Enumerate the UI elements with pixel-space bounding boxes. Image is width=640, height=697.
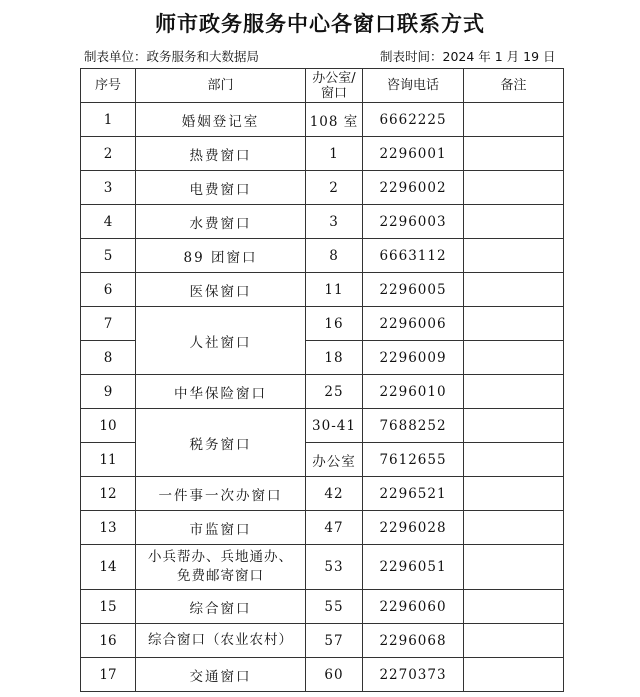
cell-room: 30-41 [306, 409, 363, 443]
table-row [81, 658, 564, 692]
cell-note [464, 205, 564, 239]
cell-room: 60 [306, 658, 363, 692]
cell-phone: 6662225 [363, 103, 464, 137]
table-row [81, 477, 564, 511]
table-row [81, 511, 564, 545]
cell-note [464, 103, 564, 137]
cell-note [464, 239, 564, 273]
cell-note [464, 307, 564, 341]
cell-no: 2 [81, 137, 136, 171]
cell-no: 9 [81, 375, 136, 409]
cell-phone: 2296002 [363, 171, 464, 205]
cell-note [464, 375, 564, 409]
cell-room: 108 室 [306, 103, 363, 137]
cell-note [464, 273, 564, 307]
cell-phone: 2296060 [363, 590, 464, 624]
cell-dept: 电费窗口 [136, 171, 306, 205]
cell-note [464, 658, 564, 692]
cell-no: 7 [81, 307, 136, 341]
cell-note [464, 341, 564, 375]
cell-dept: 热费窗口 [136, 137, 306, 171]
cell-note [464, 511, 564, 545]
header-note: 备注 [464, 69, 564, 103]
cell-dept: 综合窗口（农业农村） [136, 624, 306, 658]
cell-phone: 2296001 [363, 137, 464, 171]
cell-note [464, 171, 564, 205]
header-room [306, 69, 363, 103]
cell-phone: 2296051 [363, 545, 464, 590]
cell-no: 10 [81, 409, 136, 443]
cell-no: 17 [81, 658, 136, 692]
cell-note [464, 477, 564, 511]
page-title: 师市政务服务中心各窗口联系方式 [155, 12, 485, 36]
cell-dept: 综合窗口 [136, 590, 306, 624]
contact-table [80, 68, 564, 692]
cell-dept: 税务窗口 [136, 409, 306, 477]
cell-room: 55 [306, 590, 363, 624]
cell-no: 12 [81, 477, 136, 511]
cell-room: 47 [306, 511, 363, 545]
cell-no: 4 [81, 205, 136, 239]
table-row [81, 545, 564, 590]
cell-room: 16 [306, 307, 363, 341]
table-row [81, 205, 564, 239]
table-row [81, 103, 564, 137]
table-row [81, 375, 564, 409]
cell-note [464, 590, 564, 624]
cell-phone: 2296006 [363, 307, 464, 341]
header-dept: 部门 [136, 69, 306, 103]
cell-note [464, 443, 564, 477]
table-row [81, 590, 564, 624]
cell-no: 11 [81, 443, 136, 477]
cell-phone: 2296005 [363, 273, 464, 307]
cell-room: 57 [306, 624, 363, 658]
cell-room: 25 [306, 375, 363, 409]
cell-dept: 中华保险窗口 [136, 375, 306, 409]
cell-dept: 婚姻登记室 [136, 103, 306, 137]
cell-room: 11 [306, 273, 363, 307]
cell-dept-line2: 免费邮寄窗口 [177, 568, 264, 584]
table-row [81, 239, 564, 273]
header-no: 序号 [81, 69, 136, 103]
table-row [81, 137, 564, 171]
cell-room: 3 [306, 205, 363, 239]
cell-no: 14 [81, 545, 136, 590]
cell-phone: 2270373 [363, 658, 464, 692]
cell-room: 53 [306, 545, 363, 590]
cell-dept-line1: 小兵帮办、兵地通办、 [148, 549, 293, 565]
table-header-row [81, 69, 564, 103]
cell-no: 13 [81, 511, 136, 545]
cell-no: 15 [81, 590, 136, 624]
cell-no: 16 [81, 624, 136, 658]
cell-dept: 人社窗口 [136, 307, 306, 375]
cell-no: 3 [81, 171, 136, 205]
header-room-line2: 窗口 [320, 85, 347, 101]
cell-phone: 2296068 [363, 624, 464, 658]
cell-dept: 市监窗口 [136, 511, 306, 545]
cell-room: 42 [306, 477, 363, 511]
issuing-unit: 制表单位：政务服务和大数据局 [84, 49, 260, 64]
cell-dept: 医保窗口 [136, 273, 306, 307]
cell-note [464, 137, 564, 171]
cell-room: 8 [306, 239, 363, 273]
cell-no: 6 [81, 273, 136, 307]
table-row [81, 307, 564, 341]
cell-phone: 6663112 [363, 239, 464, 273]
cell-dept: 89 团窗口 [136, 239, 306, 273]
cell-phone: 2296010 [363, 375, 464, 409]
header-phone: 咨询电话 [363, 69, 464, 103]
table-row [81, 624, 564, 658]
cell-note [464, 409, 564, 443]
cell-room: 1 [306, 137, 363, 171]
cell-no: 1 [81, 103, 136, 137]
cell-dept: 水费窗口 [136, 205, 306, 239]
cell-phone: 2296009 [363, 341, 464, 375]
cell-phone: 2296003 [363, 205, 464, 239]
cell-dept: 一件事一次办窗口 [136, 477, 306, 511]
cell-room: 18 [306, 341, 363, 375]
header-room-line1: 办公室/ [312, 70, 356, 86]
cell-phone: 2296521 [363, 477, 464, 511]
cell-note [464, 624, 564, 658]
cell-note [464, 545, 564, 590]
table-row [81, 409, 564, 443]
cell-room: 办公室 [306, 443, 363, 477]
cell-phone: 7688252 [363, 409, 464, 443]
issue-date: 制表时间：2024 年 1 月 19 日 [380, 49, 556, 64]
cell-dept: 交通窗口 [136, 658, 306, 692]
cell-no: 5 [81, 239, 136, 273]
table-row [81, 273, 564, 307]
cell-no: 8 [81, 341, 136, 375]
cell-phone: 2296028 [363, 511, 464, 545]
cell-room: 2 [306, 171, 363, 205]
table-row [81, 171, 564, 205]
cell-phone: 7612655 [363, 443, 464, 477]
cell-dept [136, 545, 306, 590]
